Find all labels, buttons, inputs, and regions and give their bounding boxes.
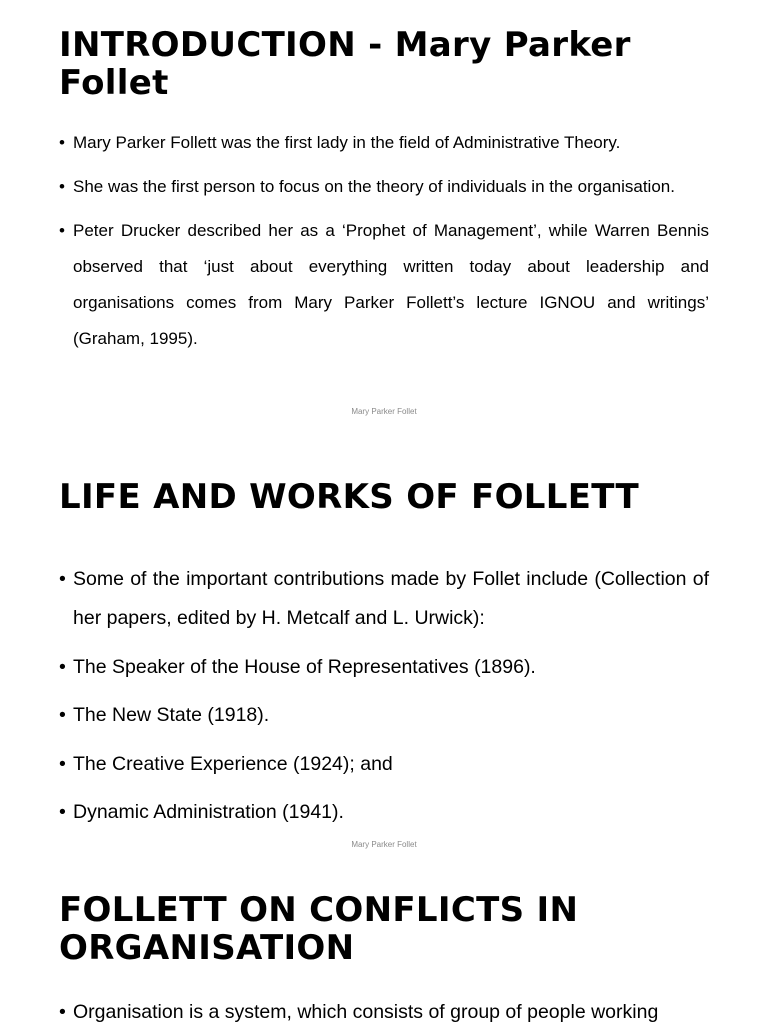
list-item: • Organisation is a system, which consists of group of people working <box>59 993 709 1024</box>
bullet-list <box>59 560 709 842</box>
slide-footer: Mary Parker Follet <box>351 407 417 416</box>
list-item: • The Speaker of the House of Representatives (1896). <box>59 648 709 687</box>
bullet-list <box>59 125 709 365</box>
bullet-icon: • <box>59 704 66 726</box>
list-item: • She was the first person to focus on the theory of individuals in the organisation. <box>59 169 709 205</box>
bullet-icon: • <box>59 655 66 678</box>
list-item: • Dynamic Administration (1941). <box>59 793 709 832</box>
list-item: • Mary Parker Follett was the first lady in the field of Administrative Theory. <box>59 125 709 161</box>
slide-footer: Mary Parker Follet <box>351 840 417 849</box>
bullet-icon: • <box>59 133 65 152</box>
list-item: • The New State (1918). <box>59 696 709 735</box>
bullet-icon: • <box>59 568 66 590</box>
bullet-icon: • <box>59 177 65 196</box>
bullet-list <box>59 993 709 1024</box>
slide-title: LIFE AND WORKS OF FOLLETT <box>59 477 640 517</box>
bullet-icon: • <box>59 221 65 240</box>
list-item: • Some of the important contributions made by Follet include (Collection of her papers, edited by H. Metcalf and L. Urwick): <box>59 560 709 638</box>
slide-title: INTRODUCTION - Mary Parker Follet <box>59 25 631 103</box>
slide-introduction <box>0 0 768 430</box>
list-item: • The Creative Experience (1924); and <box>59 745 709 784</box>
slide-life-and-works <box>0 430 768 863</box>
bullet-icon: • <box>59 752 66 775</box>
slide-title: FOLLETT ON CONFLICTS IN ORGANISATION <box>59 890 579 968</box>
slide-conflicts <box>0 863 768 1024</box>
list-item: • Peter Drucker described her as a ‘Prophet of Management’, while Warren Bennis observed that ‘just about everything written today about leadership and organisations comes from Mary Parker Follett’s lecture IGNOU and writings’ (Graham, 1995). <box>59 213 709 357</box>
bullet-icon: • <box>59 801 66 823</box>
bullet-icon: • <box>59 1001 66 1023</box>
